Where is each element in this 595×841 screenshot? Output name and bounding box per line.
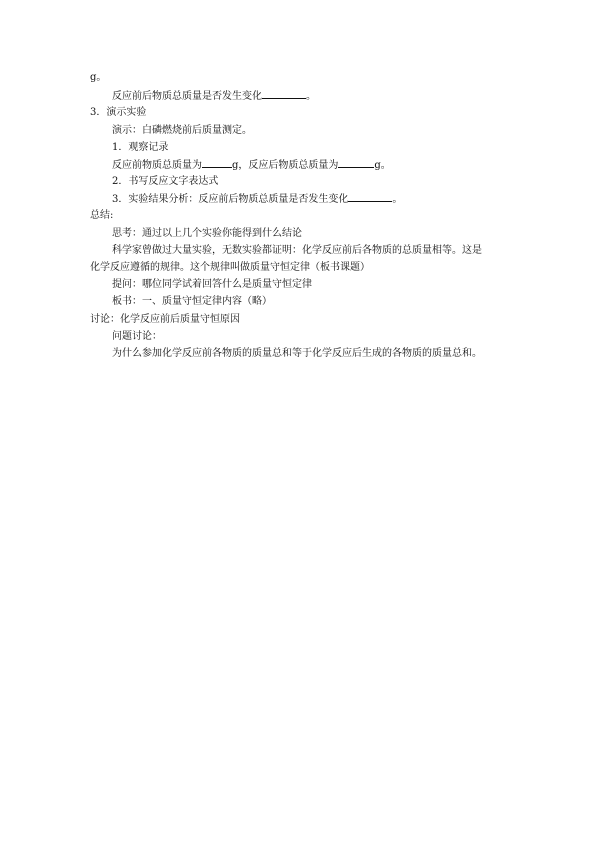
text-line: 化学反应遵循的规律。这个规律叫做质量守恒定律（板书课题） xyxy=(90,262,370,273)
text-line: 问题讨论： xyxy=(112,331,162,342)
text-line: 演示：白磷燃烧前后质量测定。 xyxy=(112,125,252,136)
text-line: 为什么参加化学反应前各物质的质量总和等于化学反应后生成的各物质的质量总和。 xyxy=(112,348,482,359)
answer-blank[interactable] xyxy=(262,89,306,99)
answer-blank[interactable] xyxy=(338,158,374,168)
section-heading: 总结: xyxy=(90,210,114,221)
text-line: 1．观察记录 xyxy=(112,142,169,153)
text-line: 3．实验结果分析：反应前后物质总质量是否发生变化 。 xyxy=(112,194,403,205)
text-line: 科学家曾做过大量实验，无数实验都证明：化学反应前后各物质的总质量相等。这是 xyxy=(112,245,482,256)
section-heading: 讨论：化学反应前后质量守恒原因 xyxy=(90,314,240,325)
text-line: 反应前物质总质量为 g，反应后物质总质量为 g。 xyxy=(112,160,391,171)
text-line: 反应前后物质总质量是否发生变化 。 xyxy=(112,91,316,102)
answer-blank[interactable] xyxy=(202,158,232,168)
section-heading: 3．演示实验 xyxy=(90,107,147,118)
text-line: 板书：一、质量守恒定律内容（略） xyxy=(112,296,272,307)
answer-blank[interactable] xyxy=(348,192,392,202)
text-line: g。 xyxy=(90,72,107,83)
text-line: 思考：通过以上几个实验你能得到什么结论 xyxy=(112,228,302,239)
text-line: 2．书写反应文字表达式 xyxy=(112,176,219,187)
text-line: 提问：哪位同学试着回答什么是质量守恒定律 xyxy=(112,279,312,290)
